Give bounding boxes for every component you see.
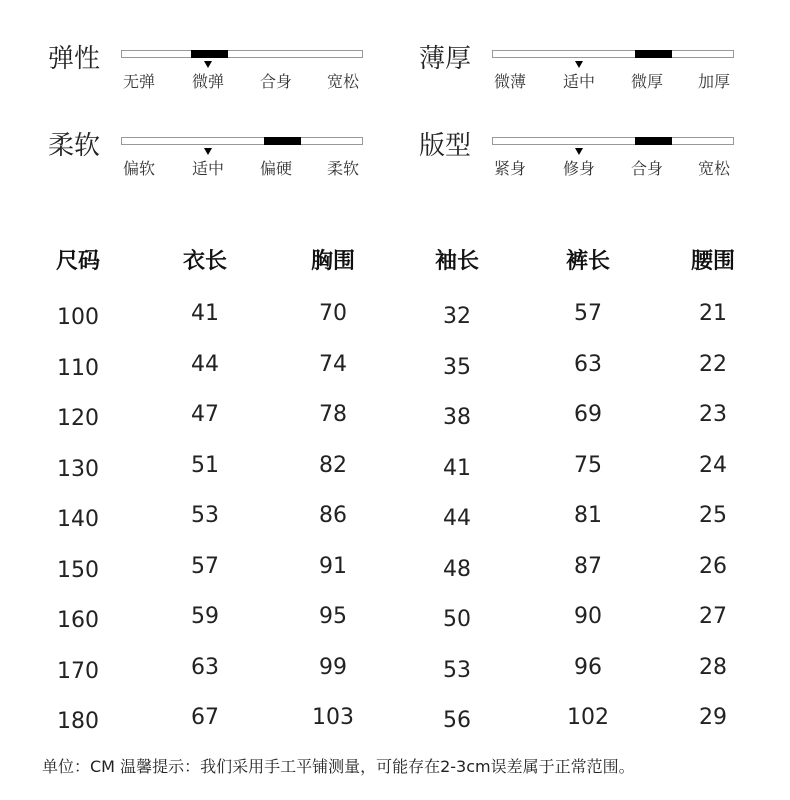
pointer-down-icon	[204, 148, 212, 155]
size-cell: 100	[57, 305, 99, 330]
scale-option: 宽松	[326, 72, 360, 91]
column-header: 衣长	[182, 249, 228, 274]
measure-cell: 22	[699, 352, 727, 377]
measure-cell: 47	[191, 402, 219, 427]
measure-cell: 41	[191, 301, 219, 326]
attribute-name: 柔软	[48, 131, 101, 161]
measure-cell: 28	[699, 655, 727, 680]
column-header: 袖长	[434, 249, 480, 274]
scale-option: 合身	[259, 72, 293, 91]
attribute-name: 弹性	[48, 44, 101, 74]
measure-cell: 35	[443, 355, 471, 380]
measure-cell: 50	[443, 607, 471, 632]
attribute-name: 薄厚	[419, 44, 472, 74]
measure-cell: 44	[191, 352, 219, 377]
measure-cell: 102	[567, 705, 609, 730]
scale-marker	[635, 50, 672, 58]
measure-cell: 26	[699, 554, 727, 579]
scale-option: 宽松	[697, 159, 731, 178]
attribute-2	[48, 130, 368, 190]
measure-cell: 53	[443, 658, 471, 683]
attribute-3	[419, 130, 739, 190]
measure-cell: 67	[191, 705, 219, 730]
measure-cell: 32	[443, 304, 471, 329]
measure-cell: 57	[574, 301, 602, 326]
size-cell: 160	[57, 608, 99, 633]
measure-cell: 25	[699, 503, 727, 528]
size-cell: 170	[57, 659, 99, 684]
measure-cell: 29	[699, 705, 727, 730]
measure-cell: 96	[574, 655, 602, 680]
measure-cell: 24	[699, 453, 727, 478]
measure-cell: 57	[191, 554, 219, 579]
measurement-footnote: 单位：CM 温馨提示：我们采用手工平铺测量，可能存在2-3cm误差属于正常范围。	[42, 757, 635, 776]
scale-track	[121, 50, 363, 58]
size-cell: 110	[57, 356, 99, 381]
scale-option: 柔软	[326, 159, 360, 178]
measure-cell: 99	[319, 655, 347, 680]
measure-cell: 91	[319, 554, 347, 579]
size-cell: 130	[57, 457, 99, 482]
scale-option: 微厚	[630, 72, 664, 91]
measure-cell: 86	[319, 503, 347, 528]
scale-option: 偏软	[122, 159, 156, 178]
column-header: 胸围	[310, 249, 356, 274]
measure-cell: 44	[443, 506, 471, 531]
measure-cell: 59	[191, 604, 219, 629]
measure-cell: 103	[312, 705, 354, 730]
scale-marker	[191, 50, 228, 58]
measure-cell: 78	[319, 402, 347, 427]
measure-cell: 69	[574, 402, 602, 427]
scale-option: 偏硬	[259, 159, 293, 178]
measure-cell: 82	[319, 453, 347, 478]
scale-track	[121, 137, 363, 145]
measure-cell: 27	[699, 604, 727, 629]
pointer-down-icon	[575, 61, 583, 68]
measure-cell: 53	[191, 503, 219, 528]
size-cell: 150	[57, 558, 99, 583]
measure-cell: 81	[574, 503, 602, 528]
column-header: 尺码	[55, 249, 101, 274]
pointer-down-icon	[204, 61, 212, 68]
scale-option: 适中	[191, 159, 225, 178]
measure-cell: 63	[191, 655, 219, 680]
measure-cell: 87	[574, 554, 602, 579]
measure-cell: 56	[443, 708, 471, 733]
size-cell: 180	[57, 709, 99, 734]
measure-cell: 23	[699, 402, 727, 427]
measure-cell: 90	[574, 604, 602, 629]
scale-option: 微弹	[191, 72, 225, 91]
scale-option: 紧身	[493, 159, 527, 178]
measure-cell: 74	[319, 352, 347, 377]
scale-track	[492, 137, 734, 145]
scale-marker	[264, 137, 301, 145]
scale-track	[492, 50, 734, 58]
measure-cell: 38	[443, 405, 471, 430]
measure-cell: 41	[443, 456, 471, 481]
size-cell: 120	[57, 406, 99, 431]
scale-option: 合身	[630, 159, 664, 178]
measure-cell: 70	[319, 301, 347, 326]
scale-option: 加厚	[697, 72, 731, 91]
measure-cell: 48	[443, 557, 471, 582]
attribute-0	[48, 43, 368, 103]
attribute-name: 版型	[419, 131, 472, 161]
scale-marker	[635, 137, 672, 145]
column-header: 裤长	[565, 249, 611, 274]
scale-option: 无弹	[122, 72, 156, 91]
measure-cell: 95	[319, 604, 347, 629]
measure-cell: 63	[574, 352, 602, 377]
scale-option: 修身	[562, 159, 596, 178]
size-cell: 140	[57, 507, 99, 532]
column-header: 腰围	[690, 249, 736, 274]
measure-cell: 75	[574, 453, 602, 478]
attribute-1	[419, 43, 739, 103]
pointer-down-icon	[575, 148, 583, 155]
measure-cell: 21	[699, 301, 727, 326]
scale-option: 适中	[562, 72, 596, 91]
scale-option: 微薄	[493, 72, 527, 91]
measure-cell: 51	[191, 453, 219, 478]
